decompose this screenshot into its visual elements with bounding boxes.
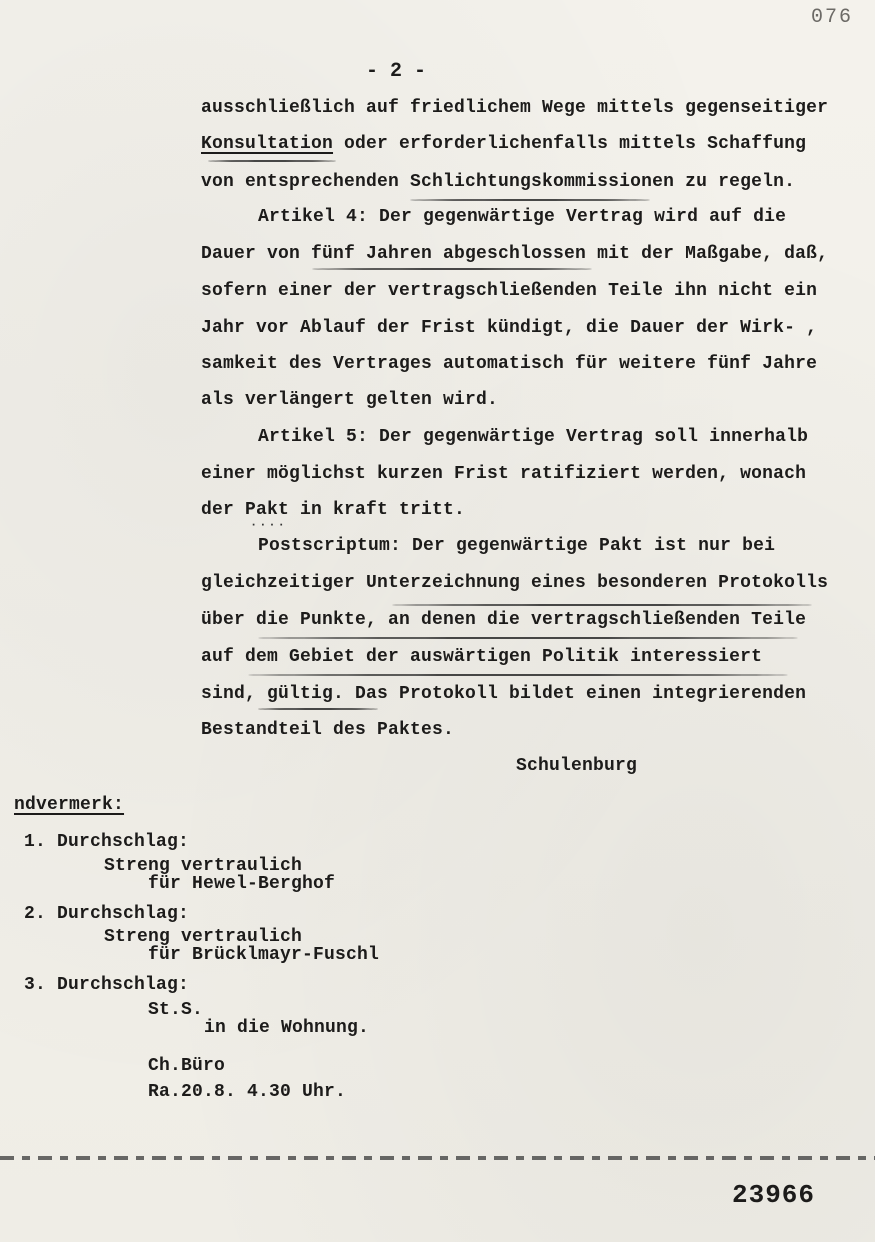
archive-page-number: 076 — [810, 6, 853, 29]
body-line: ausschließlich auf friedlichem Wege mittels gegenseitiger — [201, 98, 829, 118]
document-number: 23966 — [731, 1180, 815, 1210]
underlined-text: Konsultation — [201, 134, 334, 154]
copy-3-line: in die Wohnung. — [204, 1018, 370, 1038]
pen-dots-mark: ···· — [250, 518, 287, 532]
postscript-line: Bestandteil des Paktes. — [201, 720, 455, 740]
article-4-line: Artikel 4: Der gegenwärtige Vertrag wird auf die — [258, 207, 787, 227]
article-5-line: Artikel 5: Der gegenwärtige Vertrag soll innerhalb — [258, 427, 809, 447]
copy-1-line: Streng vertraulich — [104, 856, 303, 876]
article-4-line: Jahr vor Ablauf der Frist kündigt, die Dauer der Wirk- , — [201, 318, 818, 338]
separator-rule — [0, 1156, 875, 1160]
copy-1-line: für Hewel-Berghof — [148, 874, 336, 894]
pen-underline-mark — [410, 199, 650, 201]
article-4-line: Dauer von fünf Jahren abgeschlossen mit der Maßgabe, daß, — [201, 244, 829, 264]
copy-1-label: 1. Durchschlag: — [24, 832, 190, 852]
pen-underline-mark — [258, 637, 798, 639]
signature: Schulenburg — [516, 756, 638, 776]
copy-3-line: St.S. — [148, 1000, 204, 1020]
copy-3-label: 3. Durchschlag: — [24, 975, 190, 995]
postscript-line: gleichzeitiger Unterzeichnung eines besonderen Protokolls — [201, 573, 829, 593]
copy-2-line: für Brücklmayr-Fuschl — [148, 945, 380, 965]
body-text: oder erforderlichenfalls mittels Schaffung — [333, 134, 807, 154]
dispatch-line: Ra.20.8. 4.30 Uhr. — [148, 1082, 347, 1102]
body-line — [201, 134, 806, 154]
pen-underline-mark — [248, 674, 788, 676]
body-line: von entsprechenden Schlichtungskommissionen zu regeln. — [201, 172, 796, 192]
pen-underline-mark — [258, 708, 378, 710]
page-marker: - 2 - — [366, 60, 427, 83]
article-5-line: der Pakt in kraft tritt. — [201, 500, 466, 520]
office-line: Ch.Büro — [148, 1056, 226, 1076]
pen-underline-mark — [208, 160, 336, 162]
postscript-line: Postscriptum: Der gegenwärtige Pakt ist nur bei — [258, 536, 776, 556]
pen-underline-mark — [392, 604, 812, 606]
postscript-line: sind, gültig. Das Protokoll bildet einen integrierenden — [201, 684, 807, 704]
notes-heading — [14, 795, 124, 815]
copy-2-label: 2. Durchschlag: — [24, 904, 190, 924]
copy-2-line: Streng vertraulich — [104, 927, 303, 947]
postscript-line: auf dem Gebiet der auswärtigen Politik interessiert — [201, 647, 763, 667]
article-4-line: als verlängert gelten wird. — [201, 390, 499, 410]
postscript-line: über die Punkte, an denen die vertragschließenden Teile — [201, 610, 807, 630]
article-5-line: einer möglichst kurzen Frist ratifiziert werden, wonach — [201, 464, 807, 484]
pen-underline-mark — [312, 268, 592, 270]
notes-heading-text: ndvermerk: — [14, 795, 125, 815]
article-4-line: sofern einer der vertragschließenden Teile ihn nicht ein — [201, 281, 818, 301]
article-4-line: samkeit des Vertrages automatisch für weitere fünf Jahre — [201, 354, 818, 374]
